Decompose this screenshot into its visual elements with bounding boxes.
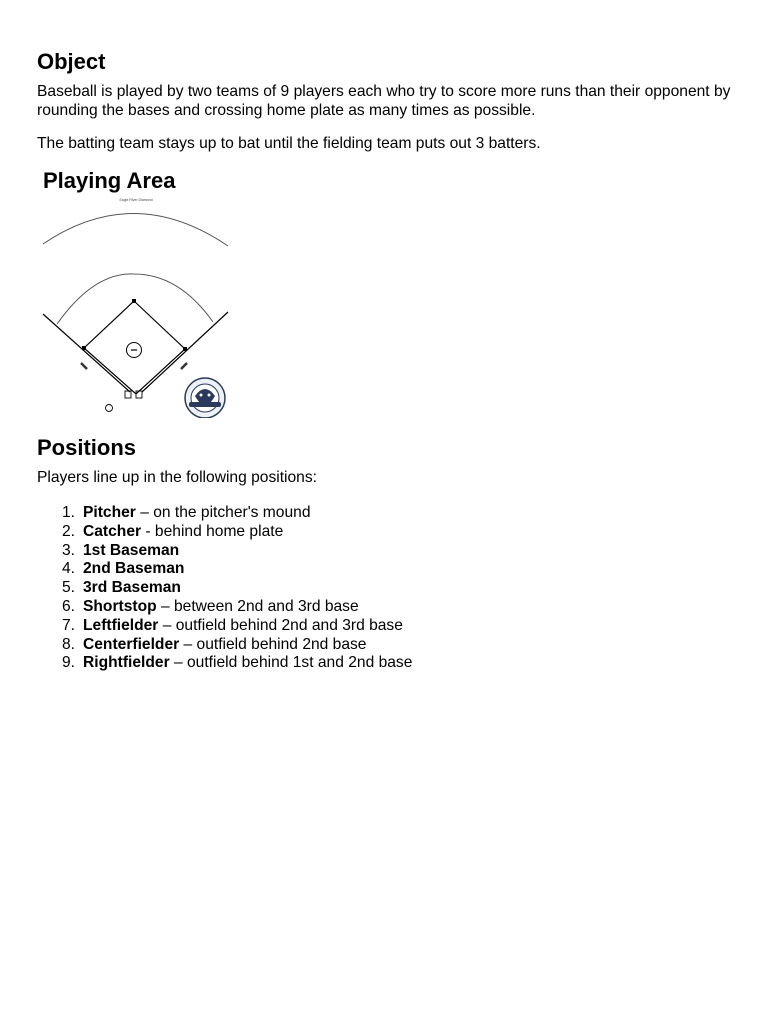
positions-heading: Positions: [37, 435, 137, 460]
position-number: 5.: [61, 579, 75, 597]
third-base-coach-box: [81, 363, 87, 369]
infield-arc: [57, 274, 213, 324]
position-name: Centerfielder: [83, 635, 180, 653]
position-number: 6.: [61, 597, 75, 615]
baseball-field-diagram: [39, 192, 235, 418]
position-item: [37, 560, 412, 579]
position-name: 2nd Baseman: [83, 560, 185, 578]
object-heading: Object: [37, 49, 106, 74]
object-paragraph: Baseball is played by two teams of 9 players each who try to score more runs than their opponent by rounding the bases and crossing home plate as many times as possible.: [37, 83, 731, 119]
position-description: – on the pitcher's mound: [135, 504, 311, 521]
position-item: [37, 598, 412, 617]
batting-paragraph: The batting team stays up to bat until the fielding team puts out 3 batters.: [37, 135, 541, 152]
position-number: 3.: [61, 541, 75, 559]
position-name: Rightfielder: [83, 654, 170, 672]
position-number: 1.: [61, 504, 75, 521]
position-name: Shortstop: [83, 597, 157, 615]
position-number: 4.: [61, 560, 75, 578]
position-number: 9.: [61, 654, 75, 672]
position-name: 3rd Baseman: [83, 579, 181, 597]
left-foul-line: [43, 314, 130, 392]
positions-intro: Players line up in the following positions:: [37, 469, 317, 486]
position-description: – between 2nd and 3rd base: [156, 597, 359, 615]
first-base-coach-box: [181, 363, 187, 369]
infield-diamond: [84, 301, 185, 394]
playing-area-heading: Playing Area: [43, 168, 176, 193]
position-name: Catcher: [83, 522, 142, 540]
outfield-fence: [43, 213, 228, 246]
position-name: 1st Baseman: [83, 541, 180, 559]
position-item: [37, 523, 412, 542]
position-item: [37, 654, 412, 673]
position-item: [37, 636, 412, 655]
position-description: - behind home plate: [141, 522, 284, 540]
position-item: [37, 542, 412, 561]
position-description: – outfield behind 2nd and 3rd base: [158, 616, 403, 634]
position-description: – outfield behind 1st and 2nd base: [169, 654, 413, 672]
third-base: [82, 346, 86, 350]
diagram-caption: Eagle River Diamond: [119, 198, 153, 202]
position-number: 2.: [61, 522, 75, 540]
position-description: – outfield behind 2nd base: [179, 635, 367, 653]
position-name: Leftfielder: [83, 616, 159, 634]
positions-list: [37, 504, 412, 673]
on-deck-circle: [106, 405, 113, 412]
position-number: 7.: [61, 616, 75, 634]
batters-box-left: [125, 391, 131, 398]
first-base: [183, 347, 187, 351]
team-badge-icon: [185, 378, 225, 418]
position-number: 8.: [61, 635, 75, 653]
position-item: [37, 504, 412, 523]
position-item: [37, 617, 412, 636]
position-item: [37, 579, 412, 598]
second-base: [132, 299, 136, 303]
position-name: Pitcher: [83, 504, 136, 521]
